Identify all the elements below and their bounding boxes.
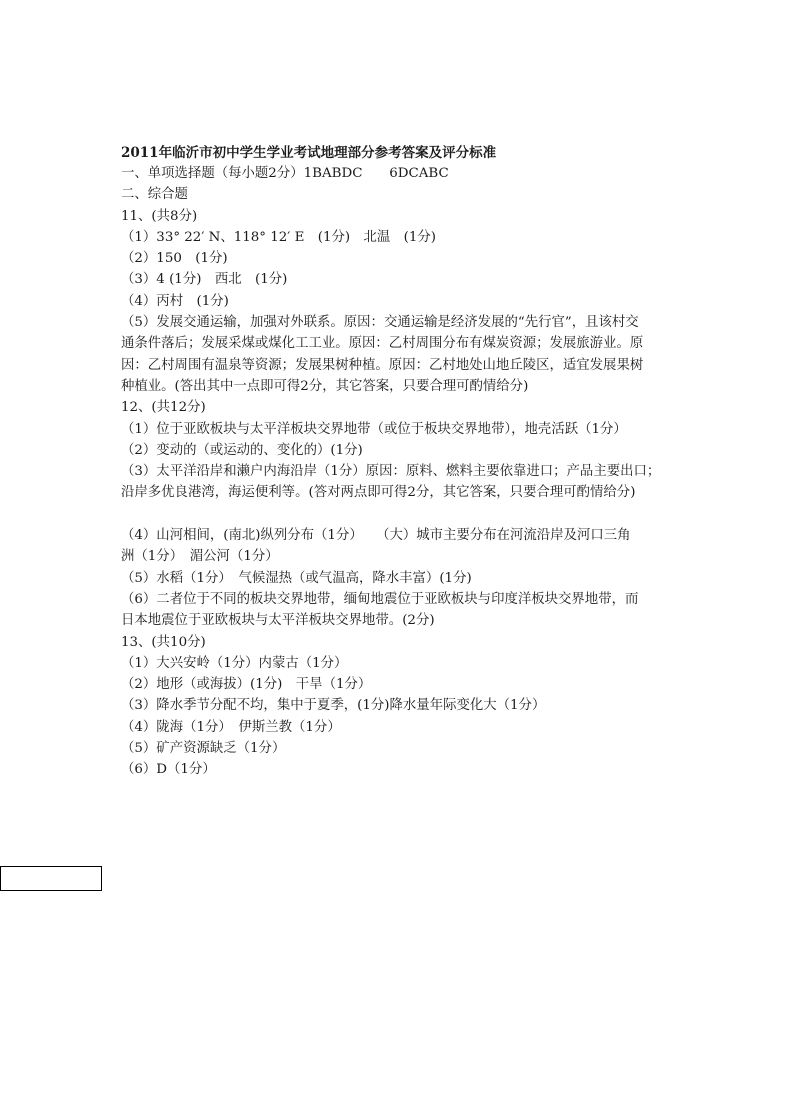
q13-2: （2）地形（或海拔）(1分) 干旱（1分） <box>121 677 372 693</box>
q13-1: （1）大兴安岭（1分）内蒙古（1分） <box>121 655 348 671</box>
q12-3-line2: 沿岸多优良港湾，海运便利等。(答对两点即可得2分，其它答案，只要合理可酌情给分) <box>121 485 636 501</box>
q12-2: （2）变动的（或运动的、变化的）(1分) <box>121 442 363 458</box>
blank-line <box>121 504 681 525</box>
q12-4-line2: 洲（1分） 湄公河（1分） <box>121 549 279 565</box>
q12-1: （1）位于亚欧板块与太平洋板块交界地带（或位于板块交界地带），地壳活跃（1分） <box>121 421 627 437</box>
q13-3: （3）降水季节分配不均，集中于夏季，(1分)降水量年际变化大（1分） <box>121 698 546 714</box>
q12-6-line1: （6）二者位于不同的板块交界地带，缅甸地震位于亚欧板块与印度洋板块交界地带，而 <box>121 591 639 607</box>
q11-5-line3: 因：乙村周围有温泉等资源；发展果树种植。原因：乙村地处山地丘陵区，适宜发展果树 <box>121 357 644 373</box>
q11-4: （4）丙村 (1分) <box>121 293 229 309</box>
empty-box <box>0 866 102 891</box>
q11-3: （3）4 (1分) 西北 (1分) <box>121 272 288 288</box>
document-title: 2011年临沂市初中学生学业考试地理部分参考答案及评分标准 <box>121 145 497 161</box>
q11-header: 11、(共8分) <box>121 208 198 224</box>
section-composite: 二、综合题 <box>121 187 188 203</box>
q12-5: （5）水稻（1分） 气候湿热（或气温高，降水丰富）(1分) <box>121 570 472 586</box>
q13-5: （5）矿产资源缺乏（1分） <box>121 741 286 757</box>
q12-header: 12、(共12分) <box>121 400 206 416</box>
q11-5-line2: 通条件落后；发展采煤或煤化工工业。原因：乙村周围分布有煤炭资源；发展旅游业。原 <box>121 336 644 352</box>
q11-5-line4: 种植业。(答出其中一点即可得2分，其它答案，只要合理可酌情给分) <box>121 378 529 394</box>
document-body <box>121 143 681 781</box>
q11-1: （1）33° 22′ N、118° 12′ E (1分) 北温 (1分) <box>121 229 437 245</box>
q13-header: 13、(共10分) <box>121 634 206 650</box>
q12-6-line2: 日本地震位于亚欧板块与太平洋板块交界地带。(2分) <box>121 613 435 629</box>
q11-2: （2）150 (1分) <box>121 251 228 267</box>
section-mc: 一、单项选择题（每小题2分）1BABDC 6DCABC <box>121 166 449 181</box>
q11-5-line1: （5）发展交通运输，加强对外联系。原因：交通运输是经济发展的“先行官”，且该村交 <box>121 315 639 331</box>
q13-6: （6）D（1分） <box>121 762 216 778</box>
q12-3-line1: （3）太平洋沿岸和濑户内海沿岸（1分）原因：原料、燃料主要依靠进口；产品主要出口； <box>121 464 661 480</box>
q12-4-line1: （4）山河相间，(南北)纵列分布（1分） （大）城市主要分布在河流沿岸及河口三角 <box>121 528 631 544</box>
q13-4: （4）陇海（1分） 伊斯兰教（1分） <box>121 719 341 735</box>
